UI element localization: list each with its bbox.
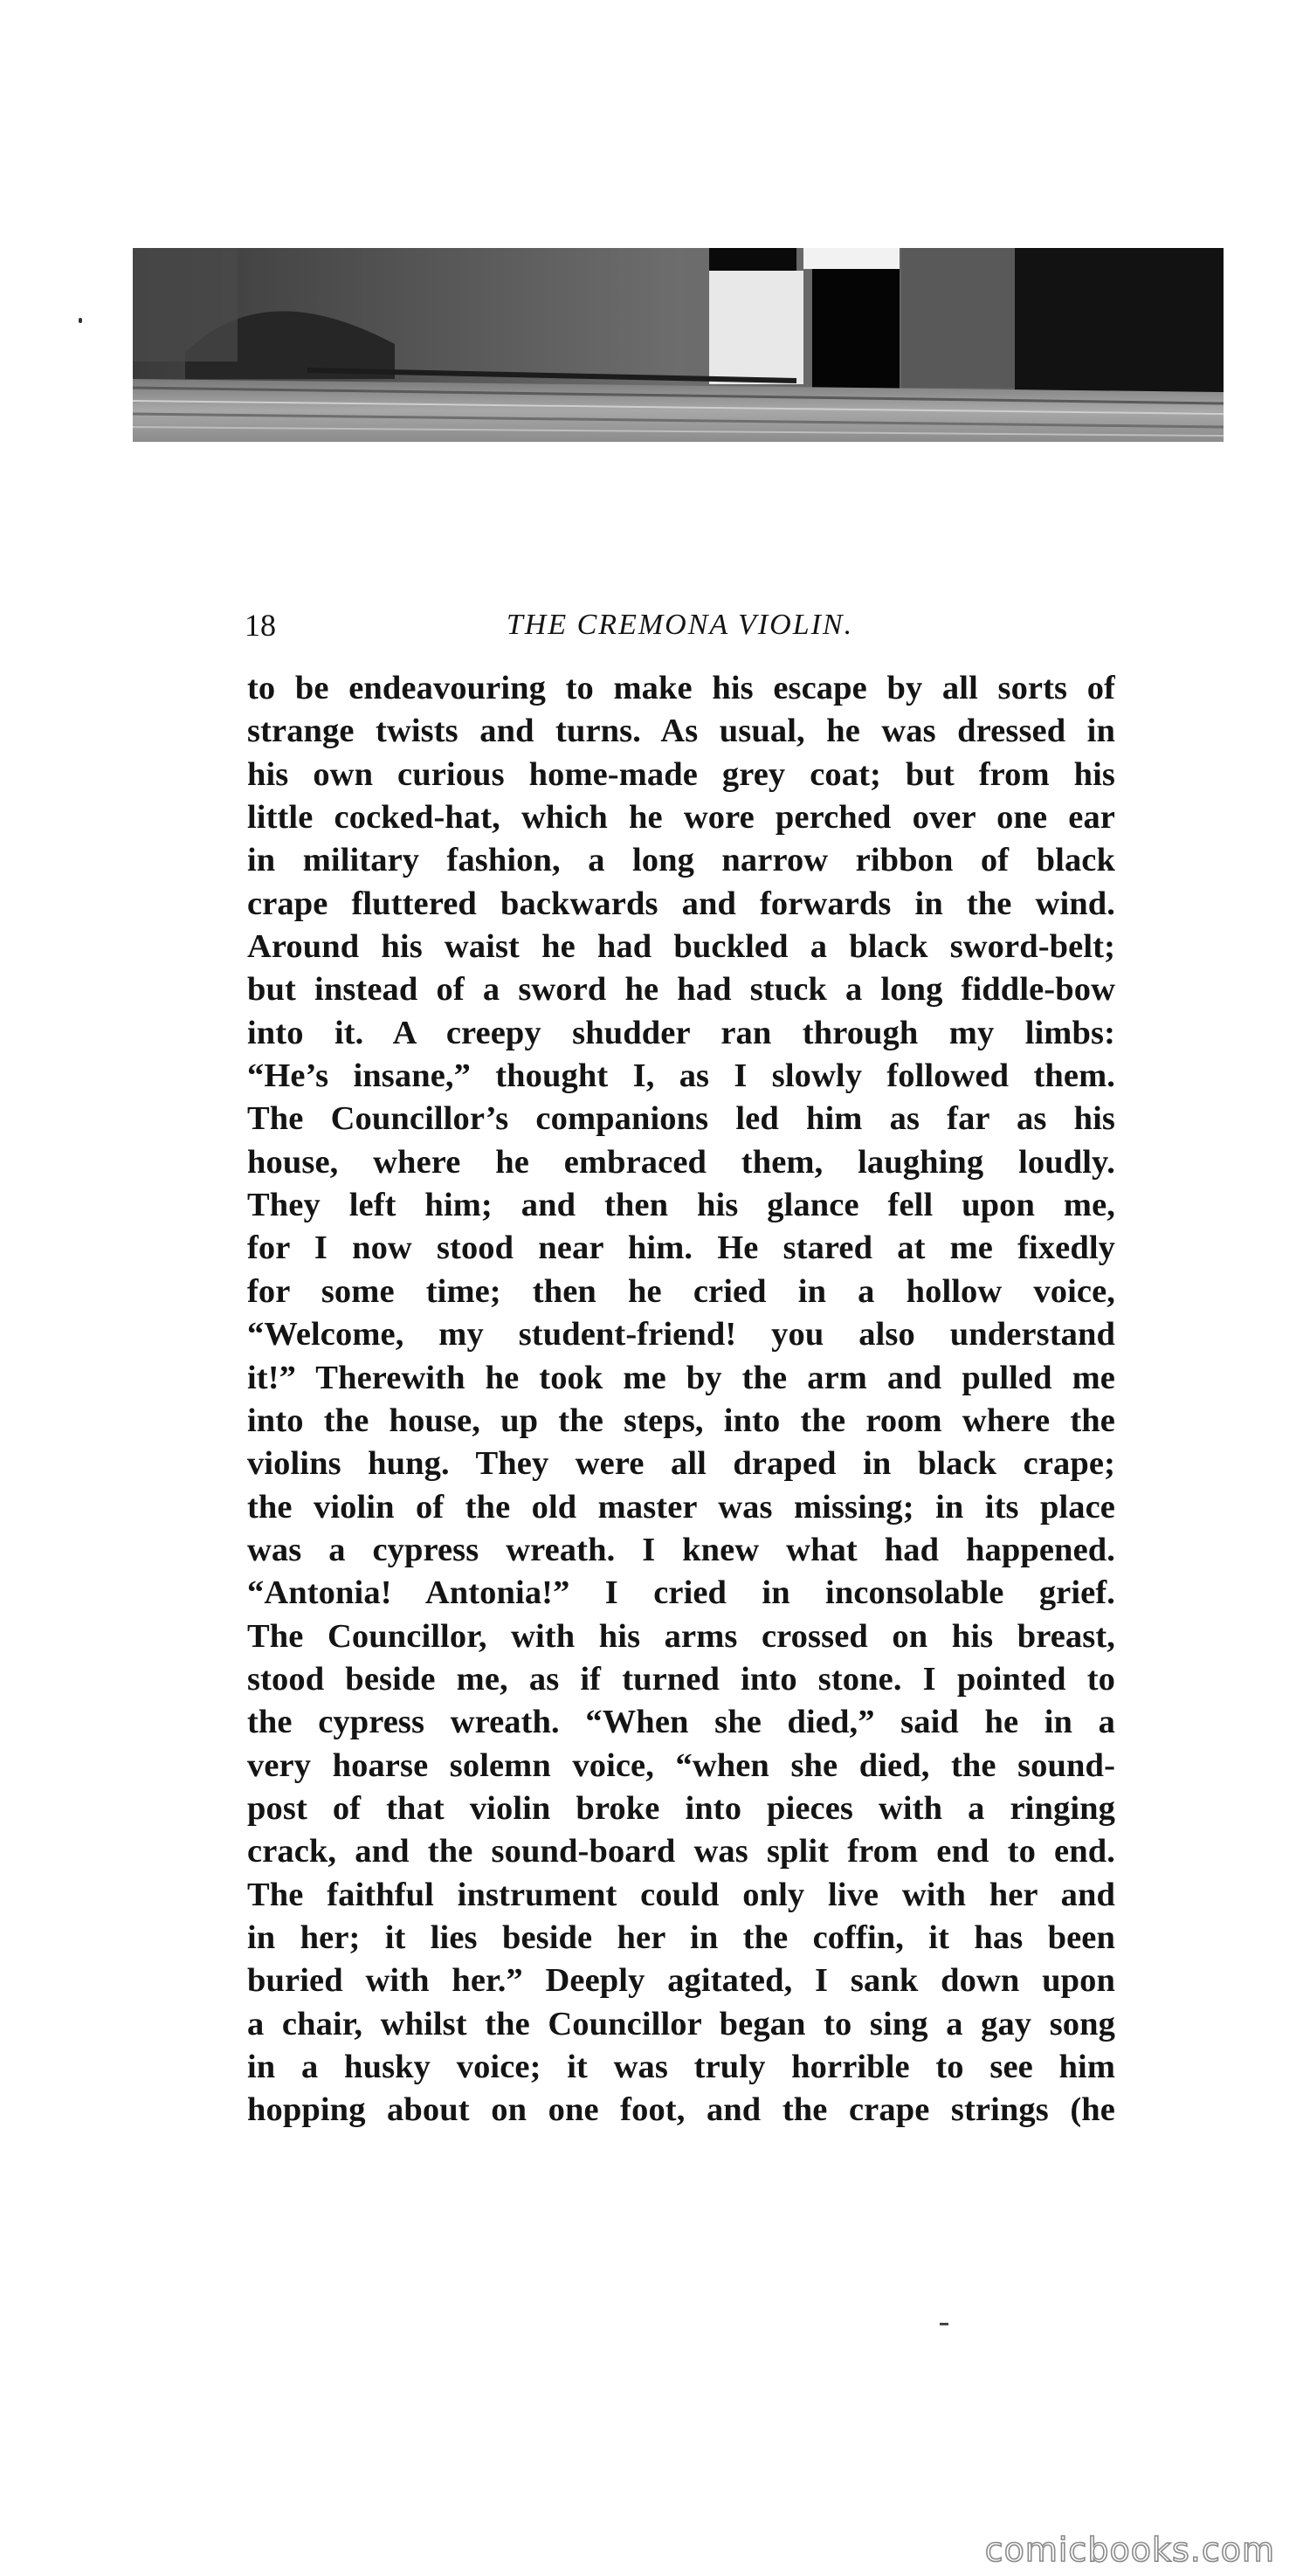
stray-ink-mark xyxy=(940,2323,948,2325)
photo-fragment-image xyxy=(133,248,1224,442)
text-line: buried with her.” Deeply agitated, I sank down upon xyxy=(247,1962,1115,2000)
photo-fragment xyxy=(133,248,1224,442)
text-line: strange twists and turns. As usual, he was dressed in xyxy=(247,713,1115,750)
text-line: for some time; then he cried in a hollow voice, xyxy=(247,1272,1115,1310)
text-line: The faithful instrument could only live with her and xyxy=(247,1876,1115,1913)
text-line: it!” Therewith he took me by the arm and pulled me xyxy=(247,1359,1115,1396)
text-line: crape fluttered backwards and forwards in the wind. xyxy=(247,885,1115,922)
text-line: crack, and the sound-board was split from end to end. xyxy=(247,1833,1115,1870)
stray-ink-mark xyxy=(79,318,82,323)
text-line: in her; it lies beside her in the coffin, it has been xyxy=(247,1918,1115,1956)
text-line: in a husky voice; it was truly horrible to see him xyxy=(247,2049,1115,2085)
text-line: “Welcome, my student-friend! you also understand xyxy=(247,1316,1115,1353)
text-line: violins hung. They were all draped in black crape; xyxy=(247,1445,1115,1483)
text-line: in military fashion, a long narrow ribbon of black xyxy=(247,842,1115,879)
text-line: post of that violin broke into pieces with a ringing xyxy=(247,1789,1115,1827)
text-line: into it. A creepy shudder ran through my limbs: xyxy=(247,1014,1115,1051)
page-number: 18 xyxy=(245,608,276,643)
text-line: little cocked-hat, which he wore perched over one ear xyxy=(247,799,1115,837)
running-title: THE CREMONA VIOLIN. xyxy=(506,609,854,641)
watermark: comicbooks.com xyxy=(984,2531,1275,2569)
text-line: They left him; and then his glance fell upon me, xyxy=(247,1187,1115,1224)
body-text xyxy=(247,667,1115,2132)
text-line: stood beside me, as if turned into stone. I pointed to xyxy=(247,1660,1115,1698)
text-line: “He’s insane,” thought I, as I slowly followed them. xyxy=(247,1057,1115,1095)
text-line: hopping about on one foot, and the crape strings (he xyxy=(247,2091,1115,2129)
text-line: to be endeavouring to make his escape by all sorts of xyxy=(247,670,1115,706)
text-line: the violin of the old master was missing; in its place xyxy=(247,1488,1115,1526)
text-line: but instead of a sword he had stuck a long fiddle-bow xyxy=(247,971,1115,1009)
text-line: The Councillor, with his arms crossed on his breast, xyxy=(247,1617,1115,1655)
text-line: the cypress wreath. “When she died,” said he in a xyxy=(247,1704,1115,1741)
text-line: his own curious home-made grey coat; but from his xyxy=(247,755,1115,793)
text-line: for I now stood near him. He stared at me fixedly xyxy=(247,1229,1115,1267)
text-line: house, where he embraced them, laughing loudly. xyxy=(247,1143,1115,1181)
text-line: into the house, up the steps, into the room where the xyxy=(247,1402,1115,1439)
text-line: was a cypress wreath. I knew what had happened. xyxy=(247,1531,1115,1568)
text-line: The Councillor’s companions led him as far as his xyxy=(247,1100,1115,1138)
text-line: “Antonia! Antonia!” I cried in inconsolable grief. xyxy=(247,1574,1115,1612)
text-line: very hoarse solemn voice, “when she died, the sound- xyxy=(247,1746,1115,1784)
text-line: a chair, whilst the Councillor began to sing a gay song xyxy=(247,2005,1115,2042)
running-head xyxy=(245,601,1115,650)
text-line: Around his waist he had buckled a black sword-belt; xyxy=(247,928,1115,966)
